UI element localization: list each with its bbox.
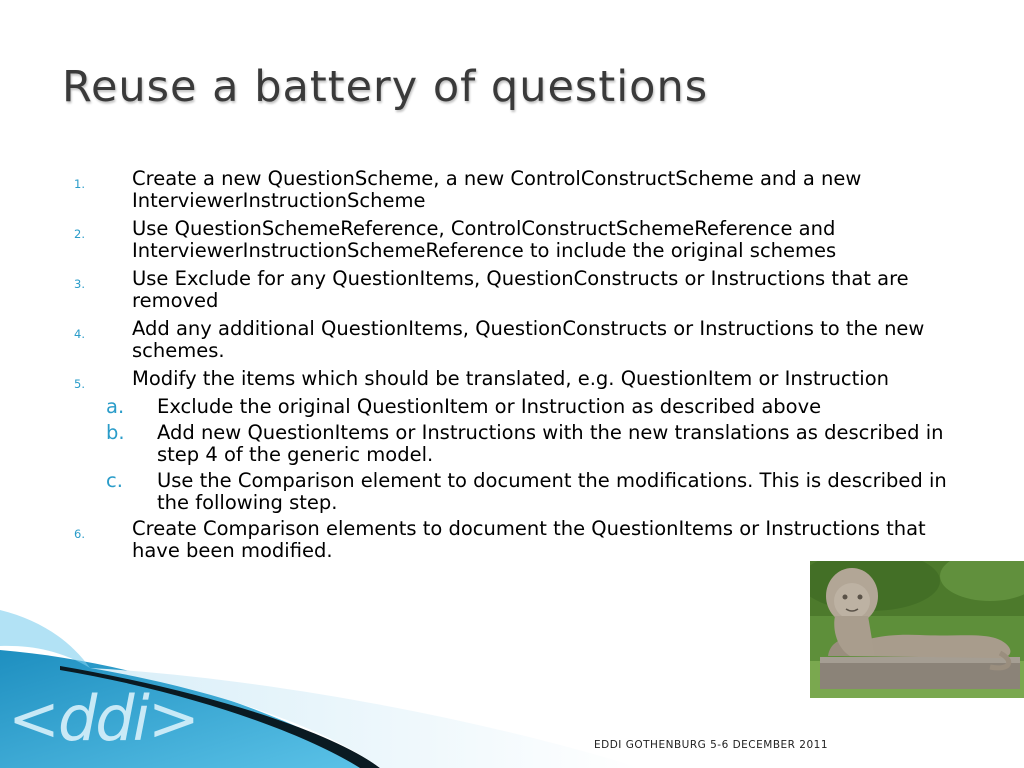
item-text: Modify the items which should be translated, e.g. QuestionItem or Instruction: [132, 367, 890, 390]
item-number: 5.: [74, 377, 85, 391]
sub-item-text: Add new QuestionItems or Instructions with the new translations as described in step 4 of the generic model.: [157, 421, 944, 466]
sub-list-item: [62, 470, 962, 514]
sub-item-letter: c.: [106, 469, 123, 492]
item-text: Create Comparison elements to document the QuestionItems or Instructions that have been modified.: [132, 517, 926, 562]
sub-item-letter: a.: [106, 395, 125, 418]
item-text: Add any additional QuestionItems, QuestionConstructs or Instructions to the new schemes.: [132, 317, 925, 362]
ddi-logo: <ddi>: [8, 682, 198, 755]
numbered-list: [62, 168, 962, 568]
sub-item-text: Use the Comparison element to document the modifications. This is described in the following step.: [157, 469, 947, 514]
sub-item-letter: b.: [106, 421, 125, 444]
footer-text: EDDI GOTHENBURG 5-6 DECEMBER 2011: [594, 739, 829, 751]
sub-item-text: Exclude the original QuestionItem or Instruction as described above: [157, 395, 822, 418]
item-number: 1.: [74, 177, 85, 191]
list-item: [62, 318, 962, 362]
item-text: Use QuestionSchemeReference, ControlConstructSchemeReference and InterviewerInstructionSchemeReference to include the original schemes: [132, 217, 837, 262]
item-text: Create a new QuestionScheme, a new ControlConstructScheme and a new InterviewerInstructionScheme: [132, 167, 862, 212]
item-number: 2.: [74, 227, 85, 241]
item-number: 3.: [74, 277, 85, 291]
stone-lion-photo: [810, 561, 1024, 698]
list-item: [62, 268, 962, 312]
list-item: [62, 368, 962, 390]
sub-list-item: [62, 422, 962, 466]
sub-list-item: [62, 396, 962, 418]
item-text: Use Exclude for any QuestionItems, QuestionConstructs or Instructions that are removed: [132, 267, 909, 312]
item-number: 4.: [74, 327, 85, 341]
item-number: 6.: [74, 527, 85, 541]
slide-title: Reuse a battery of questions: [62, 62, 709, 112]
list-item: [62, 168, 962, 212]
list-item: [62, 218, 962, 262]
list-item: [62, 518, 962, 562]
